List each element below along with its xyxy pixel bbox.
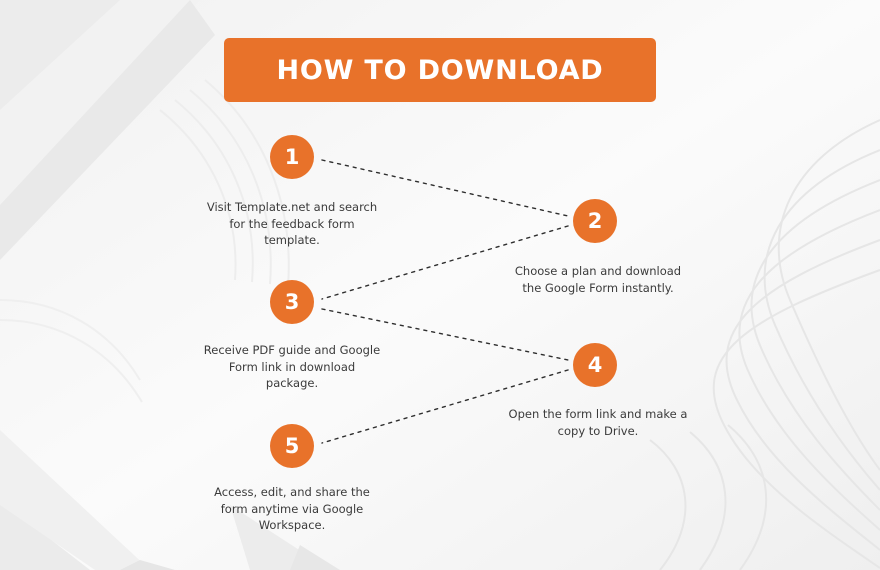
step-caption-3: Receive PDF guide and Google Form link in download package. <box>203 343 381 391</box>
step-node-5[interactable] <box>270 424 314 468</box>
step-node-2[interactable] <box>573 199 617 243</box>
step-node-3[interactable] <box>270 280 314 324</box>
step-number-3: 3 <box>284 290 300 314</box>
step-caption-4: Open the form link and make a copy to Drive. <box>508 407 688 438</box>
step-caption-5: Access, edit, and share the form anytime via Google Workspace. <box>214 485 370 533</box>
step-node-1[interactable] <box>270 135 314 179</box>
step-node-4[interactable] <box>573 343 617 387</box>
step-number-1: 1 <box>284 145 300 169</box>
step-caption-1: Visit Template.net and search for the feedback form template. <box>206 200 378 248</box>
step-number-5: 5 <box>284 434 300 458</box>
step-number-4: 4 <box>587 353 603 377</box>
page-title: HOW TO DOWNLOAD <box>276 54 604 86</box>
step-caption-2: Choose a plan and download the Google Form instantly. <box>514 264 682 295</box>
step-number-2: 2 <box>587 209 603 233</box>
